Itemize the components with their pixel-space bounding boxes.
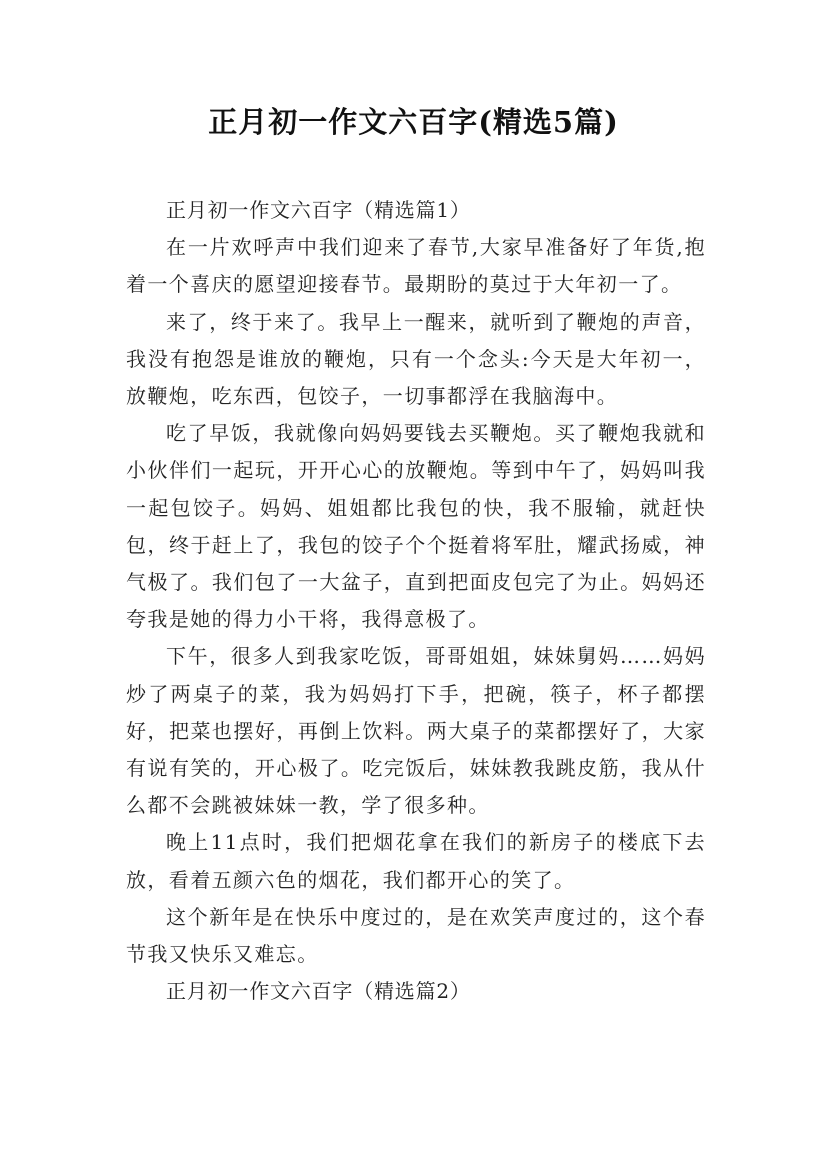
paragraph: 吃了早饭，我就像向妈妈要钱去买鞭炮。买了鞭炮我就和小伙伴们一起玩，开开心心的放鞭炮。等到中午了，妈妈叫我一起包饺子。妈妈、姐姐都比我包的快，我不服输，就赶快包，终于赶上了，我包的饺子个个挺着将军肚，耀武扬威，神气极了。我们包了一大盆子，直到把面皮包完了为止。妈妈还夸我是她的得力小干将，我得意极了。	[126, 421, 706, 632]
paragraph: 晚上11点时，我们把烟花拿在我们的新房子的楼底下去放，看着五颜六色的烟花，我们都开心的笑了。	[126, 830, 706, 892]
section-heading-1: 正月初一作文六百字（精选篇1）	[166, 198, 471, 222]
paragraph: 这个新年是在快乐中度过的，是在欢笑声度过的，这个春节我又快乐又难忘。	[126, 904, 706, 967]
paragraph: 下午，很多人到我家吃饭，哥哥姐姐，妹妹舅妈……妈妈炒了两桌子的菜，我为妈妈打下手，把碗，筷子，杯子都摆好，把菜也摆好，再倒上饮料。两大桌子的菜都摆好了，大家有说有笑的，开心极了。吃完饭后，妹妹教我跳皮筋，我从什么都不会跳被妹妹一教，学了很多种。	[126, 644, 706, 818]
section-heading-2: 正月初一作文六百字（精选篇2）	[166, 979, 471, 1004]
paragraph: 在一片欢呼声中我们迎来了春节,大家早准备好了年货,抱着一个喜庆的愿望迎接春节。最期盼的莫过于大年初一了。	[126, 235, 706, 297]
document-title: 正月初一作文六百字(精选5篇)	[208, 105, 619, 139]
document-body	[126, 192, 706, 1010]
paragraph: 来了，终于来了。我早上一醒来，就听到了鞭炮的声音，我没有抱怨是谁放的鞭炮，只有一个念头:今天是大年初一，放鞭炮，吃东西，包饺子，一切事都浮在我脑海中。	[126, 309, 706, 409]
